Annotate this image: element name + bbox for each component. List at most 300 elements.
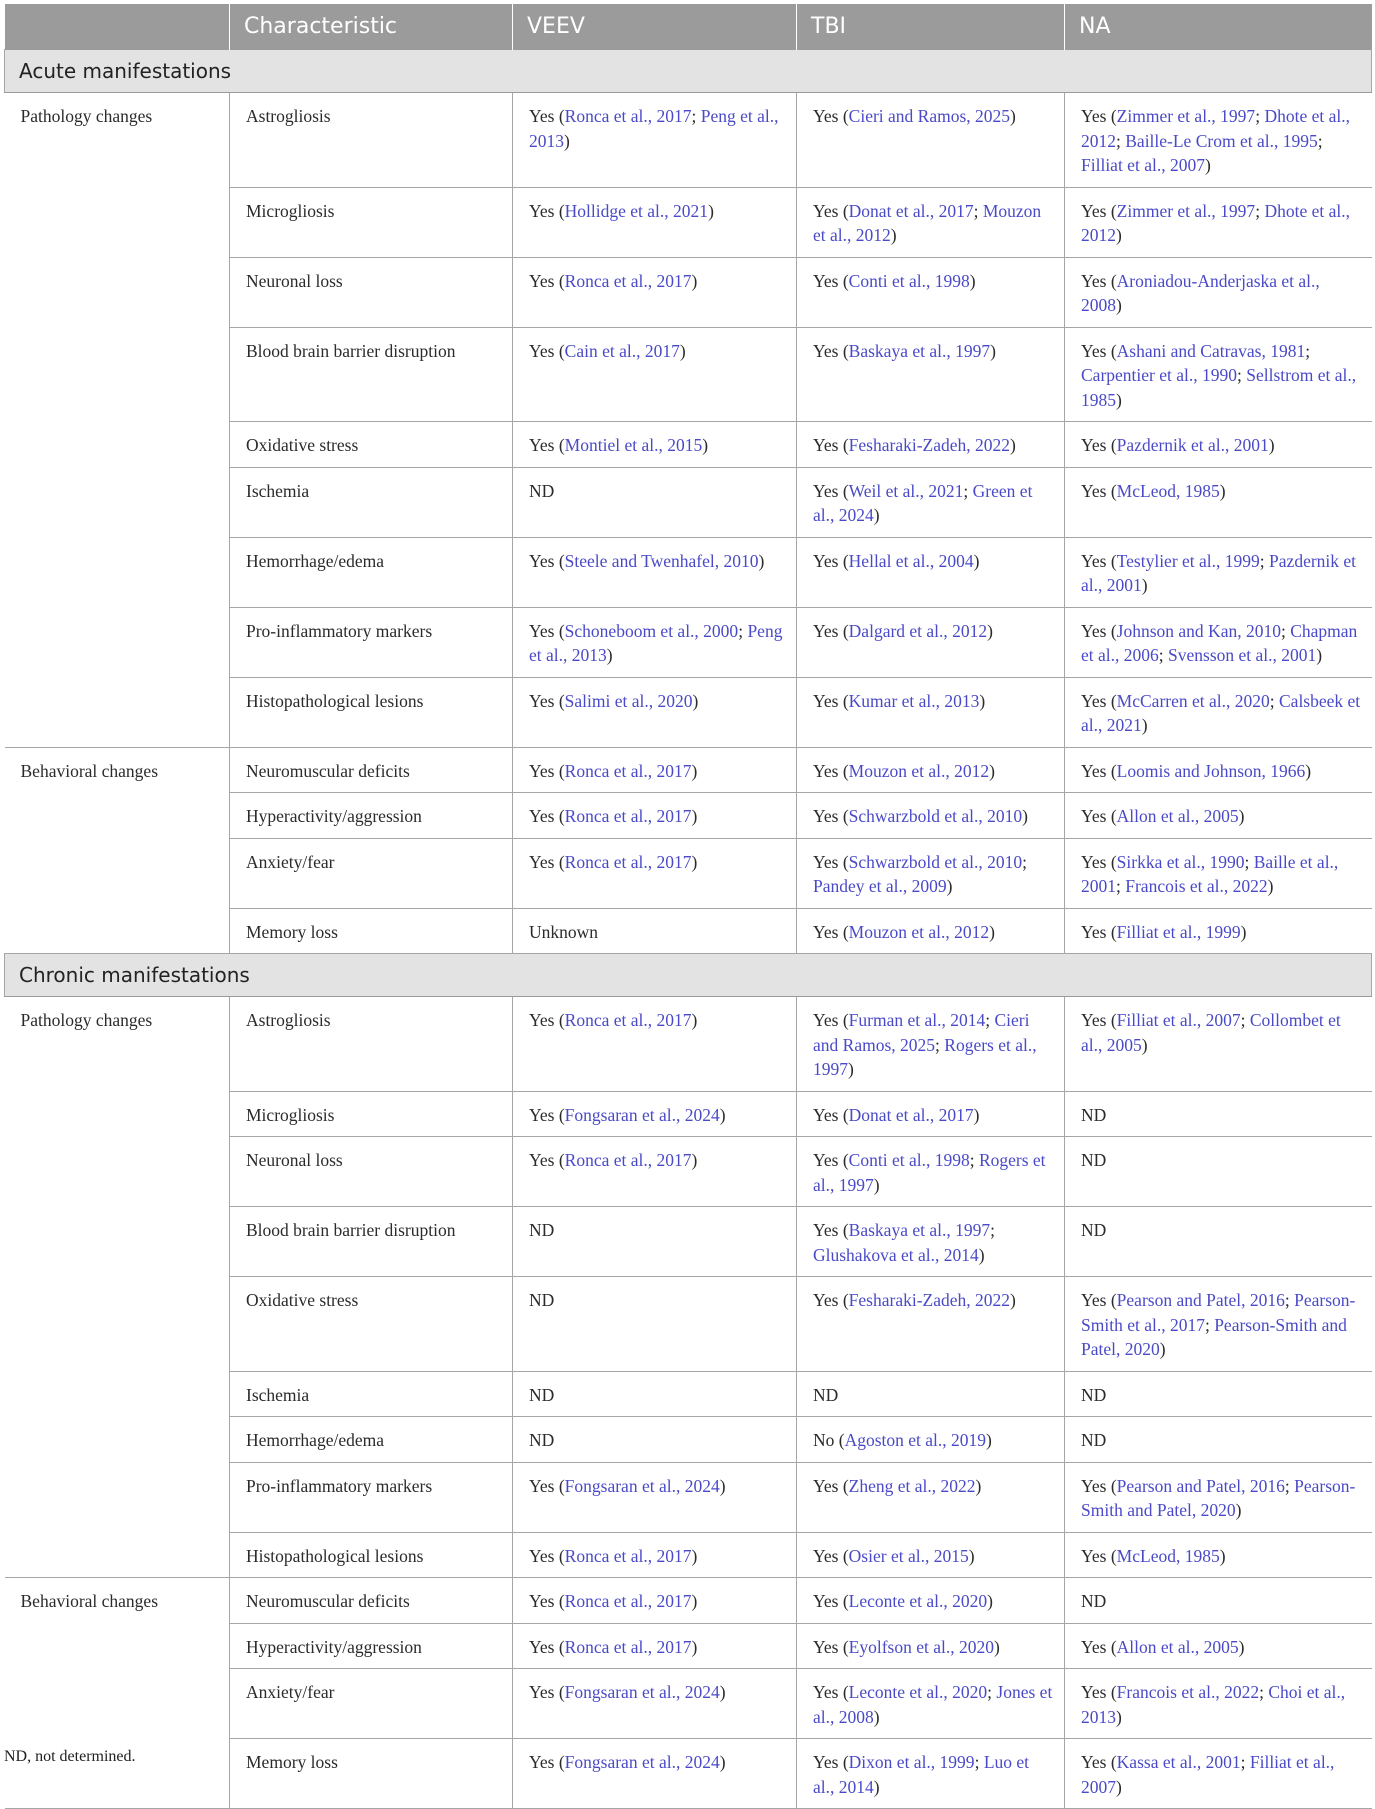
cell-text: ) — [691, 806, 698, 826]
cell-text: Yes ( — [529, 1475, 565, 1496]
citation-link[interactable]: Schoneboom et al., 2000 — [564, 620, 739, 641]
citation-link[interactable]: Sirkka et al., 1990 — [1116, 851, 1245, 872]
citation-link[interactable]: Zimmer et al., 1997 — [1116, 200, 1256, 221]
cell-text: Yes ( — [529, 1591, 565, 1611]
tbi-cell — [797, 1462, 1065, 1532]
tbi-cell — [797, 1623, 1065, 1669]
characteristic-cell: Astrogliosis — [230, 997, 513, 1092]
cell-text: Yes ( — [1081, 1682, 1117, 1702]
citation-link[interactable]: Glushakova et al., 2014 — [813, 1244, 979, 1265]
citation-link[interactable]: Fongsaran et al., 2024 — [564, 1682, 720, 1702]
cell-text: Yes ( — [1081, 340, 1117, 361]
characteristic-cell: Neuronal loss — [230, 1137, 513, 1207]
veev-cell — [513, 1277, 797, 1372]
cell-text: ) — [691, 1010, 698, 1030]
cell-text: ; — [1255, 106, 1265, 126]
citation-link[interactable]: Conti et al., 1998 — [848, 270, 970, 291]
cell-text: ) — [1268, 435, 1275, 455]
citation-link[interactable]: Filliat et al., 2007 — [1116, 1010, 1241, 1030]
citation-link[interactable]: Conti et al., 1998 — [848, 1150, 970, 1170]
citation-link[interactable]: Eyolfson et al., 2020 — [848, 1636, 994, 1657]
cell-text: ; — [1240, 1752, 1250, 1772]
na-cell — [1065, 93, 1372, 188]
veev-cell — [513, 1532, 797, 1578]
citation-link[interactable]: Dhote et al., 2012 — [1081, 106, 1350, 151]
citation-link[interactable]: Salimi et al., 2020 — [564, 690, 693, 711]
characteristic-cell: Oxidative stress — [230, 1277, 513, 1372]
cell-text: ) — [1010, 106, 1016, 126]
citation-link[interactable]: Dhote et al., 2012 — [1081, 200, 1350, 245]
cell-text: Yes ( — [813, 1636, 849, 1657]
citation-link[interactable]: Leconte et al., 2020 — [848, 1591, 988, 1611]
tbi-cell — [797, 422, 1065, 468]
na-cell — [1065, 1277, 1372, 1372]
cell-text: ) — [969, 270, 976, 291]
citation-link[interactable]: Francois et al., 2022 — [1125, 876, 1268, 896]
citation-link[interactable]: Ronca et al., 2017 — [564, 806, 692, 826]
cell-text: ; — [985, 1010, 995, 1030]
citation-link[interactable]: Rogers et al., 1997 — [813, 1150, 1046, 1195]
cell-text: Yes ( — [1081, 620, 1117, 641]
cell-text: Yes ( — [1081, 550, 1117, 571]
cell-text: ) — [691, 1636, 698, 1657]
cell-text: ND — [1081, 1384, 1107, 1405]
veev-cell — [513, 1669, 797, 1739]
cell-text: Yes ( — [1081, 690, 1117, 711]
na-cell — [1065, 1578, 1372, 1624]
na-cell — [1065, 1137, 1372, 1207]
veev-cell — [513, 793, 797, 839]
cell-text: ) — [975, 1475, 982, 1496]
cell-text: ) — [990, 340, 996, 361]
characteristic-cell: Blood brain barrier disruption — [230, 1207, 513, 1277]
cell-text: Yes ( — [1081, 1545, 1117, 1566]
citation-link[interactable]: Luo et al., 2014 — [813, 1752, 1030, 1797]
cell-text: Yes ( — [1081, 1290, 1117, 1310]
cell-text: Yes ( — [529, 1752, 565, 1772]
citation-link[interactable]: Ronca et al., 2017 — [564, 106, 692, 126]
citation-link[interactable]: Ronca et al., 2017 — [564, 1591, 692, 1611]
citation-link[interactable]: McLeod, 1985 — [1116, 1545, 1220, 1566]
citation-link[interactable]: McLeod, 1985 — [1116, 480, 1220, 501]
citation-link[interactable]: Filliat et al., 2007 — [1081, 155, 1205, 175]
cell-text: ) — [848, 1059, 854, 1079]
citation-link[interactable]: Jones et al., 2008 — [813, 1682, 1053, 1727]
veev-cell — [513, 1739, 797, 1809]
citation-link[interactable]: Cieri and Ramos, 2025 — [813, 1010, 1030, 1055]
group-label: Pathology changes — [5, 997, 230, 1578]
cell-text: Yes ( — [1081, 1636, 1117, 1657]
table-header-row — [5, 4, 1372, 50]
cell-text: Yes ( — [813, 270, 849, 291]
cell-text: ) — [1141, 715, 1148, 735]
cell-text: ) — [564, 130, 570, 151]
tbi-cell — [797, 838, 1065, 908]
citation-link[interactable]: Cieri and Ramos, 2025 — [848, 106, 1011, 126]
cell-text: ) — [1116, 389, 1122, 410]
cell-text: ) — [986, 1430, 992, 1450]
citation-link[interactable]: Zimmer et al., 1997 — [1116, 106, 1256, 126]
citation-link[interactable]: Fongsaran et al., 2024 — [564, 1752, 720, 1772]
cell-text: ; — [1158, 645, 1169, 665]
na-cell — [1065, 1532, 1372, 1578]
citation-link[interactable]: Osier et al., 2015 — [848, 1545, 969, 1566]
na-cell — [1065, 1371, 1372, 1417]
na-cell — [1065, 747, 1372, 793]
cell-text: ; — [1259, 1682, 1269, 1702]
citation-link[interactable]: Allon et al., 2005 — [1116, 806, 1239, 826]
cell-text: Yes ( — [813, 620, 849, 641]
characteristic-cell: Astrogliosis — [230, 93, 513, 188]
citation-link[interactable]: Weil et al., 2021 — [848, 480, 964, 501]
cell-text: ) — [979, 690, 986, 711]
cell-text: ; — [963, 480, 973, 501]
cell-text: Yes ( — [529, 851, 565, 872]
cell-text: ) — [1219, 1545, 1226, 1566]
cell-text: ) — [1116, 1706, 1122, 1727]
citation-link[interactable]: Fongsaran et al., 2024 — [564, 1104, 720, 1125]
tbi-cell — [797, 908, 1065, 954]
cell-text: ) — [1219, 480, 1226, 501]
citation-link[interactable]: Rogers et al., 1997 — [813, 1034, 1037, 1079]
na-cell — [1065, 677, 1372, 747]
section-title: Chronic manifestations — [5, 954, 1372, 997]
citation-link[interactable]: Baskaya et al., 1997 — [848, 340, 991, 361]
tbi-cell — [797, 1578, 1065, 1624]
na-cell — [1065, 607, 1372, 677]
citation-link[interactable]: Hellal et al., 2004 — [848, 550, 974, 571]
cell-text: ; — [974, 1752, 984, 1772]
characteristic-cell: Histopathological lesions — [230, 677, 513, 747]
citation-link[interactable]: Montiel et al., 2015 — [564, 435, 703, 455]
citation-link[interactable]: Green et al., 2024 — [813, 480, 1033, 525]
citation-link[interactable]: Cain et al., 2017 — [564, 340, 680, 361]
citation-link[interactable]: Carpentier et al., 1990 — [1081, 365, 1237, 385]
citation-link[interactable]: Steele and Twenhafel, 2010 — [564, 550, 759, 571]
cell-text: Yes ( — [813, 1591, 849, 1611]
cell-text: Yes ( — [813, 1290, 849, 1310]
cell-text: Yes ( — [529, 1010, 565, 1030]
na-cell — [1065, 1462, 1372, 1532]
veev-cell — [513, 327, 797, 422]
characteristic-cell: Hyperactivity/aggression — [230, 1623, 513, 1669]
cell-text: Yes ( — [813, 760, 849, 781]
cell-text: Yes ( — [529, 620, 565, 641]
citation-link[interactable]: Pazdernik et al., 2001 — [1116, 435, 1269, 455]
characteristic-cell: Ischemia — [230, 467, 513, 537]
tbi-cell — [797, 1532, 1065, 1578]
cell-text: ) — [1235, 1500, 1242, 1520]
citation-link[interactable]: Schwarzbold et al., 2010 — [848, 851, 1023, 872]
cell-text: Yes ( — [813, 106, 849, 126]
citation-link[interactable]: Peng et al., 2013 — [529, 106, 779, 151]
cell-text: ND — [1081, 1150, 1107, 1170]
group-label: Behavioral changes — [5, 747, 230, 954]
cell-text: ) — [679, 340, 686, 361]
cell-text: ) — [873, 1174, 880, 1195]
veev-cell — [513, 1578, 797, 1624]
veev-cell — [513, 257, 797, 327]
cell-text: ) — [1238, 806, 1245, 826]
citation-link[interactable]: Fesharaki-Zadeh, 2022 — [848, 1290, 1011, 1310]
citation-link[interactable]: Dixon et al., 1999 — [848, 1752, 975, 1772]
cell-text: Yes ( — [813, 1104, 849, 1125]
na-cell — [1065, 187, 1372, 257]
cell-text: ) — [1010, 1290, 1016, 1310]
cell-text: Yes ( — [813, 1545, 849, 1566]
characteristic-cell: Microgliosis — [230, 1091, 513, 1137]
cell-text: Yes ( — [813, 340, 849, 361]
citation-link[interactable]: Pearson and Patel, 2016 — [1116, 1290, 1285, 1310]
comparison-table — [4, 4, 1372, 1809]
cell-text: Yes ( — [529, 340, 565, 361]
section-title: Acute manifestations — [5, 50, 1372, 93]
citation-link[interactable]: Hollidge et al., 2021 — [564, 200, 709, 221]
citation-link[interactable]: Ronca et al., 2017 — [564, 1150, 692, 1170]
cell-text: ND — [1081, 1104, 1107, 1125]
cell-text: No ( — [813, 1430, 845, 1450]
tbi-cell — [797, 1207, 1065, 1277]
cell-text: ) — [691, 760, 698, 781]
citation-link[interactable]: Johnson and Kan, 2010 — [1116, 620, 1281, 641]
citation-link[interactable]: Chapman et al., 2006 — [1081, 620, 1358, 665]
cell-text: Yes ( — [1081, 270, 1117, 291]
cell-text: ; — [1284, 1290, 1295, 1310]
cell-text: Yes ( — [813, 435, 849, 455]
cell-text: ) — [1316, 645, 1323, 665]
citation-link[interactable]: Allon et al., 2005 — [1116, 1636, 1239, 1657]
citation-link[interactable]: Pearson-Smith et al., 2017 — [1081, 1290, 1356, 1335]
cell-text: ND — [1081, 1220, 1107, 1240]
cell-text: ) — [719, 1752, 726, 1772]
na-cell — [1065, 908, 1372, 954]
na-cell — [1065, 1417, 1372, 1463]
citation-link[interactable]: Ronca et al., 2017 — [564, 270, 692, 291]
cell-text: ; — [738, 620, 748, 641]
tbi-cell — [797, 327, 1065, 422]
cell-text: Yes ( — [1081, 1475, 1117, 1496]
cell-text: ; — [1280, 620, 1291, 641]
citation-link[interactable]: Mouzon et al., 2012 — [848, 760, 990, 781]
table-row — [5, 747, 1372, 793]
citation-link[interactable]: Zheng et al., 2022 — [848, 1475, 976, 1496]
cell-text: Yes ( — [529, 550, 565, 571]
tbi-cell — [797, 793, 1065, 839]
na-cell — [1065, 1091, 1372, 1137]
citation-link[interactable]: Loomis and Johnson, 1966 — [1116, 760, 1306, 781]
characteristic-cell: Pro-inflammatory markers — [230, 1462, 513, 1532]
cell-text: Yes ( — [529, 760, 565, 781]
cell-text: ; — [990, 1220, 995, 1240]
citation-link[interactable]: Aroniadou-Anderjaska et al., 2008 — [1081, 270, 1320, 315]
citation-link[interactable]: Kumar et al., 2013 — [848, 690, 980, 711]
citation-link[interactable]: Kassa et al., 2001 — [1116, 1752, 1241, 1772]
cell-text: ; — [1317, 130, 1323, 151]
cell-text: ND — [529, 1220, 555, 1240]
citation-link[interactable]: Ashani and Catravas, 1981 — [1116, 340, 1306, 361]
na-cell — [1065, 537, 1372, 607]
cell-text: Yes ( — [813, 1752, 849, 1772]
citation-link[interactable]: Francois et al., 2022 — [1116, 1682, 1260, 1702]
group-label: Behavioral changes — [5, 1578, 230, 1809]
citation-link[interactable]: Furman et al., 2014 — [848, 1010, 986, 1030]
cell-text: ) — [1116, 295, 1122, 315]
cell-text: ) — [994, 1636, 1000, 1657]
cell-text: Yes ( — [529, 806, 565, 826]
citation-link[interactable]: Pazdernik et al., 2001 — [1081, 550, 1357, 595]
cell-text: ) — [873, 1776, 880, 1797]
citation-link[interactable]: Pearson-Smith and Patel, 2020 — [1081, 1314, 1347, 1359]
tbi-cell — [797, 537, 1065, 607]
cell-text: Yes ( — [1081, 921, 1117, 942]
cell-text: Yes ( — [529, 1150, 565, 1170]
cell-text: Yes ( — [813, 1475, 849, 1496]
table-body — [5, 50, 1372, 1809]
cell-text: Yes ( — [813, 806, 849, 826]
characteristic-cell: Hemorrhage/edema — [230, 537, 513, 607]
citation-link[interactable]: Donat et al., 2017 — [848, 1104, 974, 1125]
citation-link[interactable]: Dalgard et al., 2012 — [848, 620, 988, 641]
cell-text: ) — [606, 645, 613, 665]
citation-link[interactable]: Fesharaki-Zadeh, 2022 — [848, 435, 1011, 455]
citation-link[interactable]: Ronca et al., 2017 — [564, 1545, 692, 1566]
cell-text: ) — [1010, 435, 1016, 455]
cell-text: ; — [1116, 130, 1126, 151]
citation-link[interactable]: Agoston et al., 2019 — [844, 1430, 987, 1450]
cell-text: ) — [946, 876, 953, 896]
citation-link[interactable]: Filliat et al., 1999 — [1116, 921, 1241, 942]
characteristic-cell: Neuromuscular deficits — [230, 1578, 513, 1624]
characteristic-cell: Blood brain barrier disruption — [230, 327, 513, 422]
citation-link[interactable]: Baille-Le Crom et al., 1995 — [1125, 130, 1318, 151]
citation-link[interactable]: Pearson and Patel, 2016 — [1116, 1475, 1285, 1496]
cell-text: ) — [691, 1150, 698, 1170]
tbi-cell — [797, 1669, 1065, 1739]
cell-text: ) — [708, 200, 714, 221]
cell-text: ) — [691, 851, 698, 872]
characteristic-cell: Histopathological lesions — [230, 1532, 513, 1578]
na-cell — [1065, 1623, 1372, 1669]
cell-text: ) — [989, 760, 995, 781]
table-row — [5, 93, 1372, 188]
characteristic-cell: Pro-inflammatory markers — [230, 607, 513, 677]
citation-link[interactable]: Filliat et al., 2007 — [1081, 1752, 1335, 1797]
cell-text: ) — [873, 1706, 880, 1727]
citation-link[interactable]: Ronca et al., 2017 — [564, 760, 692, 781]
characteristic-cell: Neuronal loss — [230, 257, 513, 327]
cell-text: ) — [719, 1682, 726, 1702]
cell-text: Yes ( — [813, 1220, 849, 1240]
cell-text: ND — [529, 480, 555, 501]
citation-link[interactable]: Ronca et al., 2017 — [564, 1010, 692, 1030]
cell-text: ) — [1159, 1339, 1166, 1359]
header-veev: VEEV — [513, 4, 797, 50]
citation-link[interactable]: Donat et al., 2017 — [848, 200, 974, 221]
cell-text: ND — [529, 1430, 555, 1450]
cell-text: Yes ( — [1081, 851, 1117, 872]
citation-link[interactable]: Ronca et al., 2017 — [564, 851, 692, 872]
table-row — [5, 997, 1372, 1092]
cell-text: Yes ( — [813, 1010, 849, 1030]
cell-text: Yes ( — [529, 106, 565, 126]
cell-text: Yes ( — [1081, 106, 1117, 126]
tbi-cell — [797, 1371, 1065, 1417]
tbi-cell — [797, 1137, 1065, 1207]
header-group — [5, 4, 230, 50]
veev-cell — [513, 908, 797, 954]
cell-text: ; — [973, 200, 983, 221]
characteristic-cell: Hyperactivity/aggression — [230, 793, 513, 839]
tbi-cell — [797, 93, 1065, 188]
na-cell — [1065, 793, 1372, 839]
citation-link[interactable]: Schwarzbold et al., 2010 — [848, 806, 1023, 826]
cell-text: ) — [719, 1475, 726, 1496]
cell-text: ) — [968, 1545, 975, 1566]
veev-cell — [513, 677, 797, 747]
citation-link[interactable]: Baskaya et al., 1997 — [848, 1220, 991, 1240]
veev-cell — [513, 1462, 797, 1532]
citation-link[interactable]: Ronca et al., 2017 — [564, 1636, 692, 1657]
citation-link[interactable]: Fongsaran et al., 2024 — [564, 1475, 720, 1496]
na-cell — [1065, 1669, 1372, 1739]
citation-link[interactable]: Mouzon et al., 2012 — [813, 200, 1042, 245]
cell-text: ND — [529, 1290, 555, 1310]
cell-text: ) — [1240, 921, 1247, 942]
cell-text: ) — [691, 270, 698, 291]
tbi-cell — [797, 1091, 1065, 1137]
citation-link[interactable]: Collombet et al., 2005 — [1081, 1010, 1341, 1055]
tbi-cell — [797, 607, 1065, 677]
tbi-cell — [797, 1739, 1065, 1809]
cell-text: Yes ( — [813, 851, 849, 872]
citation-link[interactable]: Leconte et al., 2020 — [848, 1682, 988, 1702]
citation-link[interactable]: Baille et al., 2001 — [1081, 851, 1339, 896]
na-cell — [1065, 467, 1372, 537]
cell-text: ) — [987, 1591, 993, 1611]
cell-text: ) — [987, 620, 993, 641]
citation-link[interactable]: Calsbeek et al., 2021 — [1081, 690, 1361, 735]
cell-text: ; — [1305, 340, 1311, 361]
citation-link[interactable]: Pandey et al., 2009 — [813, 876, 947, 896]
group-label: Pathology changes — [5, 93, 230, 748]
citation-link[interactable]: McCarren et al., 2020 — [1116, 690, 1270, 711]
cell-text: ) — [1238, 1636, 1245, 1657]
citation-link[interactable]: Testylier et al., 1999 — [1116, 550, 1260, 571]
citation-link[interactable]: Peng et al., 2013 — [529, 620, 783, 665]
table-row — [5, 1578, 1372, 1624]
cell-text: ) — [978, 1244, 985, 1265]
citation-link[interactable]: Mouzon et al., 2012 — [848, 921, 990, 942]
veev-cell — [513, 422, 797, 468]
citation-link[interactable]: Svensson et al., 2001 — [1168, 645, 1317, 665]
cell-text: ) — [1141, 575, 1148, 595]
cell-text: Yes ( — [1081, 760, 1117, 781]
cell-text: ND — [813, 1384, 839, 1405]
characteristic-cell: Memory loss — [230, 908, 513, 954]
citation-link[interactable]: Sellstrom et al., 1985 — [1081, 365, 1357, 410]
cell-text: ) — [692, 690, 699, 711]
citation-link[interactable]: Choi et al., 2013 — [1081, 1682, 1346, 1727]
cell-text: Yes ( — [529, 270, 565, 291]
na-cell — [1065, 422, 1372, 468]
characteristic-cell: Anxiety/fear — [230, 1669, 513, 1739]
tbi-cell — [797, 747, 1065, 793]
table-footnote: ND, not determined. — [4, 1748, 136, 1765]
cell-text: ) — [873, 505, 880, 525]
cell-text: ) — [702, 435, 709, 455]
citation-link[interactable]: Pearson-Smith and Patel, 2020 — [1081, 1475, 1356, 1520]
cell-text: ; — [1204, 1314, 1215, 1335]
